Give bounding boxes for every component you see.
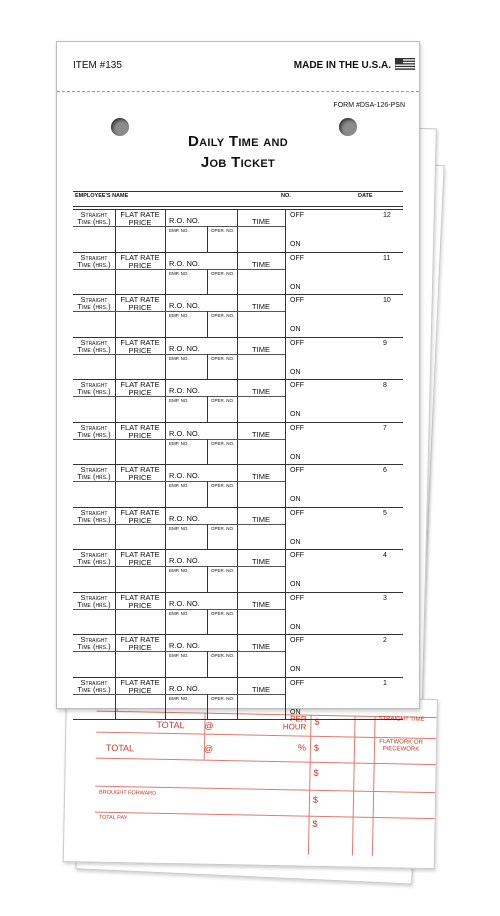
- time-label: TIME: [252, 259, 270, 269]
- straight-time-label: Straight: [80, 635, 108, 644]
- straight-time-label: Time (hrs.): [77, 302, 111, 311]
- flat-rate-label: FLAT RATE: [120, 422, 160, 432]
- row-midline: [73, 439, 285, 440]
- row-midline: [73, 354, 285, 355]
- table-row[interactable]: [73, 593, 403, 636]
- straight-time-label: Time (hrs.): [77, 472, 111, 481]
- column-divider: [165, 465, 166, 507]
- brought-forward-label: BROUGHT FORWARD: [99, 789, 157, 797]
- perforated-stub: [57, 42, 419, 92]
- item-number: ITEM #135: [73, 60, 122, 71]
- time-label: TIME: [252, 387, 270, 396]
- on-label: ON: [290, 241, 301, 248]
- employee-header: [73, 191, 403, 207]
- table-row[interactable]: [73, 295, 403, 338]
- emp-no-label: EMP. NO.: [169, 313, 189, 318]
- on-label: ON: [290, 666, 301, 673]
- column-divider: [285, 253, 286, 295]
- flat-rate-label: FLAT RATE: [120, 252, 160, 262]
- us-flag-icon: [395, 58, 415, 70]
- table-row[interactable]: [73, 635, 403, 678]
- per-hour-label: PER HOUR: [282, 714, 307, 732]
- oper-no-label: OPER. NO.: [211, 355, 235, 361]
- table-row[interactable]: [73, 423, 403, 466]
- column-divider: [165, 508, 166, 550]
- column-divider: [285, 295, 286, 337]
- time-label: TIME: [252, 217, 270, 226]
- straight-time-label: Straight: [80, 507, 108, 517]
- row-number: 3: [383, 594, 387, 602]
- flat-rate-label: PRICE: [128, 643, 152, 652]
- ro-no-label: R.O. NO.: [169, 683, 200, 693]
- flat-rate-label: FLAT RATE: [120, 550, 160, 559]
- table-row[interactable]: [73, 465, 403, 508]
- flat-rate-label: PRICE: [128, 558, 152, 567]
- oper-no-label: OPER. NO.: [211, 398, 235, 403]
- emp-no-label: EMP. NO.: [169, 695, 189, 701]
- oper-no-label: OPER. NO.: [211, 525, 235, 531]
- on-label: ON: [290, 496, 301, 503]
- time-label: TIME: [252, 642, 270, 651]
- column-divider: [285, 465, 286, 507]
- column-divider: [237, 338, 238, 380]
- straight-time-label: Straight: [80, 592, 108, 602]
- ro-no-label: R.O. NO.: [169, 513, 200, 523]
- total-label-2: TOTAL: [105, 742, 135, 754]
- table-row[interactable]: [73, 550, 403, 593]
- oper-no-label: OPER. NO.: [211, 440, 235, 446]
- total-pay-label: TOTAL PAY: [98, 814, 128, 822]
- off-label: OFF: [290, 679, 304, 687]
- oper-no-label: OPER. NO.: [211, 610, 235, 616]
- off-label: OFF: [290, 254, 304, 262]
- flat-rate-label: FLAT RATE: [120, 592, 160, 602]
- on-label: ON: [290, 623, 301, 631]
- on-label: ON: [290, 708, 301, 716]
- off-label: OFF: [290, 637, 304, 644]
- straight-time-label: Straight: [80, 210, 108, 219]
- ro-no-label: R.O. NO.: [169, 598, 200, 608]
- straight-time-label: Straight: [80, 252, 108, 262]
- column-divider: [165, 338, 166, 380]
- straight-time-label: Time (hrs.): [77, 429, 111, 439]
- flat-rate-label: FLAT RATE: [120, 337, 160, 347]
- emp-oper-divider: [207, 396, 208, 422]
- column-divider: [237, 593, 238, 635]
- column-divider: [285, 550, 286, 592]
- straight-time-label: Straight: [80, 380, 108, 389]
- flat-rate-label: PRICE: [128, 430, 152, 440]
- row-midline: [73, 481, 285, 482]
- column-divider: [165, 635, 166, 677]
- column-divider: [285, 380, 286, 422]
- emp-oper-divider: [207, 524, 208, 550]
- dollar-sign-3: $: [313, 767, 319, 778]
- column-divider: [165, 593, 166, 635]
- ro-no-label: R.O. NO.: [169, 471, 200, 480]
- time-entries-table: [73, 209, 403, 720]
- column-divider: [237, 678, 238, 720]
- flat-rate-label: FLAT RATE: [120, 210, 160, 219]
- row-midline: [73, 609, 285, 610]
- column-divider: [165, 380, 166, 422]
- straight-time-label: Straight: [80, 422, 108, 432]
- flat-rate-label: PRICE: [128, 303, 152, 312]
- straight-time-label: Straight: [80, 465, 108, 474]
- row-midline: [73, 396, 285, 397]
- flat-rate-label: PRICE: [128, 260, 152, 270]
- emp-no-label: EMP. NO.: [169, 525, 189, 531]
- oper-no-label: OPER. NO.: [211, 695, 235, 701]
- oper-no-label: OPER. NO.: [211, 313, 235, 318]
- table-row[interactable]: [73, 338, 403, 381]
- table-row[interactable]: [73, 380, 403, 423]
- oper-no-label: OPER. NO.: [211, 228, 235, 233]
- emp-no-label: EMP. NO.: [169, 483, 189, 488]
- straight-time-label: Time (hrs.): [77, 514, 111, 524]
- row-midline: [73, 694, 285, 695]
- on-label: ON: [290, 581, 301, 588]
- employee-name-label: EMPLOYEE'S NAME: [75, 193, 129, 199]
- straight-time-label: Straight: [80, 677, 108, 687]
- flat-rate-label: PRICE: [128, 600, 152, 610]
- on-label: ON: [290, 453, 301, 461]
- off-label: OFF: [290, 509, 304, 517]
- column-divider: [237, 380, 238, 422]
- straight-time-label: Time (hrs.): [77, 344, 111, 354]
- straight-time-label: Straight: [80, 295, 108, 304]
- title-line-2: Job Ticket: [200, 154, 276, 171]
- column-divider: [285, 635, 286, 677]
- table-row[interactable]: [73, 253, 403, 296]
- on-label: ON: [290, 411, 301, 418]
- oper-no-label: OPER. NO.: [211, 568, 235, 573]
- percent-sign: %: [297, 742, 307, 753]
- straight-time-label: Time (hrs.): [77, 642, 111, 651]
- flat-rate-label: FLAT RATE: [120, 635, 160, 644]
- flat-rate-label: FLAT RATE: [120, 465, 160, 474]
- emp-oper-divider: [207, 651, 208, 677]
- time-label: TIME: [252, 429, 270, 439]
- straight-time-label: Time (hrs.): [77, 217, 111, 226]
- column-divider: [285, 423, 286, 465]
- no-label: NO.: [281, 193, 291, 199]
- flat-rate-label: FLAT RATE: [120, 295, 160, 304]
- row-number: 8: [383, 382, 387, 389]
- off-label: OFF: [290, 467, 304, 474]
- emp-no-label: EMP. NO.: [169, 610, 189, 616]
- column-divider: [165, 253, 166, 295]
- column-divider: [237, 295, 238, 337]
- ro-no-label: R.O. NO.: [169, 641, 200, 650]
- ro-no-label: R.O. NO.: [169, 386, 200, 395]
- row-number: 1: [383, 679, 387, 687]
- emp-oper-divider: [207, 481, 208, 507]
- emp-oper-divider: [207, 226, 208, 252]
- straight-time-label: Time (hrs.): [77, 557, 111, 566]
- column-divider: [285, 338, 286, 380]
- oper-no-label: OPER. NO.: [211, 270, 235, 276]
- emp-oper-divider: [207, 566, 208, 592]
- flat-rate-label: PRICE: [128, 473, 152, 482]
- emp-oper-divider: [207, 311, 208, 337]
- table-row[interactable]: [73, 678, 403, 721]
- flat-rate-label: PRICE: [128, 345, 152, 355]
- at-sign-1: @: [204, 720, 214, 731]
- column-divider: [285, 210, 286, 252]
- emp-oper-divider: [207, 439, 208, 465]
- on-label: ON: [290, 538, 301, 546]
- ro-no-label: R.O. NO.: [169, 428, 200, 438]
- row-number: 11: [383, 254, 391, 262]
- dollar-sign-4: $: [312, 794, 319, 805]
- column-divider: [165, 210, 166, 252]
- flat-rate-label: PRICE: [128, 515, 152, 525]
- off-label: OFF: [290, 424, 304, 432]
- emp-oper-divider: [207, 354, 208, 380]
- on-label: ON: [290, 326, 301, 333]
- oper-no-label: OPER. NO.: [211, 483, 235, 488]
- dollar-sign-5: $: [312, 818, 318, 829]
- dollar-sign-2: $: [313, 742, 320, 753]
- row-number: 9: [383, 339, 387, 347]
- column-divider: [237, 253, 238, 295]
- title-line-1: Daily Time and: [188, 133, 288, 150]
- time-label: TIME: [252, 557, 270, 566]
- straight-time-label: Time (hrs.): [77, 684, 111, 694]
- row-midline: [73, 226, 285, 227]
- made-in-usa-label: MADE IN THE U.S.A.: [293, 60, 391, 71]
- ro-no-label: R.O. NO.: [169, 301, 200, 310]
- flat-rate-label: PRICE: [128, 388, 152, 397]
- emp-oper-divider: [207, 694, 208, 720]
- column-divider: [237, 508, 238, 550]
- ro-no-label: R.O. NO.: [169, 216, 200, 225]
- on-label: ON: [290, 283, 301, 291]
- oper-no-label: OPER. NO.: [211, 653, 235, 658]
- at-sign-2: @: [203, 743, 214, 754]
- flat-rate-label: FLAT RATE: [120, 380, 160, 389]
- on-label: ON: [290, 368, 301, 376]
- ro-no-label: R.O. NO.: [169, 258, 200, 268]
- row-number: 7: [383, 424, 387, 432]
- row-number: 5: [383, 509, 387, 517]
- off-label: OFF: [290, 339, 304, 347]
- column-divider: [237, 550, 238, 592]
- ro-no-label: R.O. NO.: [169, 343, 200, 353]
- date-label: DATE: [358, 193, 373, 199]
- off-label: OFF: [290, 297, 304, 304]
- table-row[interactable]: [73, 508, 403, 551]
- time-label: TIME: [252, 344, 270, 354]
- emp-oper-divider: [207, 609, 208, 635]
- column-divider: [285, 593, 286, 635]
- row-number: 2: [383, 637, 387, 644]
- total-label-1: TOTAL: [156, 719, 185, 731]
- time-label: TIME: [252, 514, 270, 524]
- off-label: OFF: [290, 212, 304, 219]
- row-midline: [73, 311, 285, 312]
- column-divider: [237, 635, 238, 677]
- row-midline: [73, 269, 285, 270]
- column-divider: [237, 210, 238, 252]
- emp-no-label: EMP. NO.: [169, 653, 189, 658]
- straight-time-label: Straight: [80, 550, 108, 559]
- column-divider: [165, 295, 166, 337]
- ro-no-label: R.O. NO.: [169, 556, 200, 565]
- row-number: 6: [383, 467, 387, 474]
- straight-time-label: Straight: [80, 337, 108, 347]
- flat-rate-label: PRICE: [128, 218, 152, 227]
- straight-time-label: Time (hrs.): [77, 259, 111, 269]
- straight-time-label: STRAIGHT TIME: [378, 716, 425, 723]
- dollar-sign-1: $: [314, 716, 320, 727]
- flat-rate-label: FLAT RATE: [120, 677, 160, 687]
- column-divider: [237, 423, 238, 465]
- time-label: TIME: [252, 599, 270, 609]
- flat-rate-label: FLAT RATE: [120, 507, 160, 517]
- column-divider: [165, 550, 166, 592]
- row-number: 12: [383, 212, 391, 219]
- time-label: TIME: [252, 684, 270, 694]
- flatwork-label: FLATWORK OR PIECEWORK: [379, 739, 423, 753]
- column-divider: [285, 678, 286, 720]
- row-midline: [73, 524, 285, 525]
- table-row[interactable]: [73, 210, 403, 253]
- emp-oper-divider: [207, 269, 208, 295]
- emp-no-label: EMP. NO.: [169, 355, 189, 361]
- emp-no-label: EMP. NO.: [169, 398, 189, 403]
- time-label: TIME: [252, 302, 270, 311]
- form-number: FORM #DSA-126-PSN: [333, 102, 405, 109]
- row-number: 10: [383, 297, 391, 304]
- column-divider: [165, 423, 166, 465]
- row-midline: [73, 566, 285, 567]
- flat-rate-label: PRICE: [128, 685, 152, 695]
- off-label: OFF: [290, 594, 304, 602]
- time-ticket-form: [56, 41, 420, 716]
- emp-no-label: EMP. NO.: [169, 440, 189, 446]
- straight-time-label: Time (hrs.): [77, 387, 111, 396]
- emp-no-label: EMP. NO.: [169, 228, 189, 233]
- emp-no-label: EMP. NO.: [169, 568, 189, 573]
- row-midline: [73, 651, 285, 652]
- off-label: OFF: [290, 552, 304, 559]
- column-divider: [165, 678, 166, 720]
- column-divider: [237, 465, 238, 507]
- column-divider: [285, 508, 286, 550]
- time-label: TIME: [252, 472, 270, 481]
- straight-time-label: Time (hrs.): [77, 599, 111, 609]
- emp-no-label: EMP. NO.: [169, 270, 189, 276]
- off-label: OFF: [290, 382, 304, 389]
- row-number: 4: [383, 552, 387, 559]
